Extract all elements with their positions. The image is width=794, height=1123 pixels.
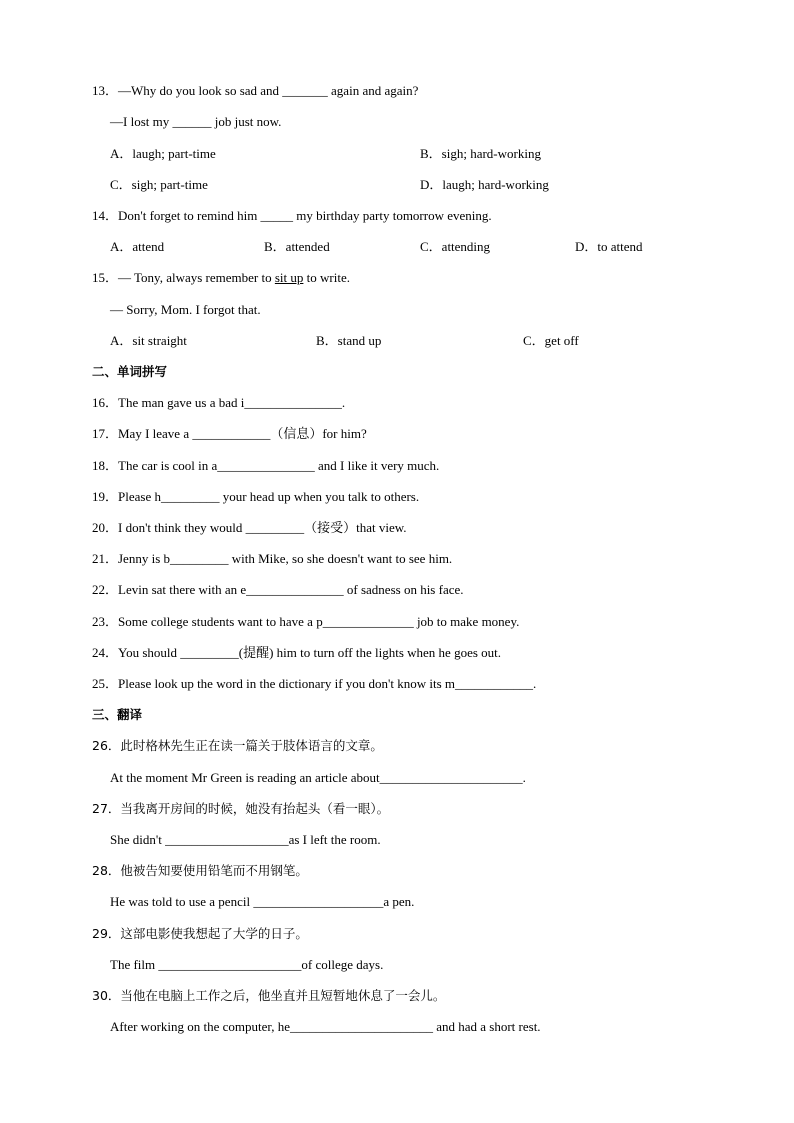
q15-reply: — Sorry, Mom. I forgot that. [110, 302, 261, 317]
q14-option-c: C．attending [420, 239, 491, 254]
q14-stem: 14．Don't forget to remind him _____ my birthday party tomorrow evening. [92, 208, 492, 223]
translation-english: He was told to use a pencil ____________________a pen. [110, 894, 415, 909]
translation-chinese: 27．当我离开房间的时候，她没有抬起头（看一眼）。 [92, 801, 390, 816]
translation-chinese: 30．当他在电脑上工作之后，他坐直并且短暂地休息了一会儿。 [92, 988, 446, 1003]
q15-stem [92, 270, 350, 286]
spelling-item: 24．You should _________(提醒) him to turn off the lights when he goes out. [92, 645, 502, 660]
q15-option-a: A．sit straight [110, 333, 187, 348]
translation-chinese: 28．他被告知要使用铅笔而不用钢笔。 [92, 863, 308, 878]
q15-stem-underlined: sit up [274, 270, 304, 285]
spelling-item: 20．I don't think they would _________（接受）that view. [92, 520, 407, 535]
translation-english: After working on the computer, he______________________ and had a short rest. [110, 1019, 541, 1034]
q13-stem: 13．—Why do you look so sad and _______ again and again? [92, 83, 419, 98]
spelling-item: 19．Please h_________ your head up when you talk to others. [92, 489, 420, 504]
q13-option-a: A．laugh; part-time [110, 146, 216, 161]
section2-title: 二、单词拼写 [92, 364, 168, 379]
spelling-item: 22．Levin sat there with an e_______________ of sadness on his face. [92, 582, 464, 597]
translation-chinese: 26．此时格林先生正在读一篇关于肢体语言的文章。 [92, 738, 383, 753]
q13-option-b: B．sigh; hard-working [420, 146, 541, 161]
spelling-item: 16．The man gave us a bad i_______________. [92, 395, 346, 410]
spelling-item: 17．May I leave a ____________（信息）for him? [92, 426, 367, 441]
q15-stem-post: to write. [303, 270, 350, 285]
translation-english: She didn't ___________________as I left the room. [110, 832, 381, 847]
translation-english: The film ______________________of college days. [110, 957, 384, 972]
spelling-item: 23．Some college students want to have a p______________ job to make money. [92, 614, 520, 629]
spelling-item: 21．Jenny is b_________ with Mike, so she doesn't want to see him. [92, 551, 453, 566]
q15-option-b: B．stand up [316, 333, 382, 348]
q13-reply: —I lost my ______ job just now. [110, 114, 282, 129]
q15-stem-pre: 15．— Tony, always remember to [92, 270, 275, 285]
q14-option-a: A．attend [110, 239, 165, 254]
translation-chinese: 29．这部电影使我想起了大学的日子。 [92, 926, 308, 941]
spelling-item: 18．The car is cool in a_______________ and I like it very much. [92, 458, 440, 473]
q13-option-c: C．sigh; part-time [110, 177, 208, 192]
q15-option-c: C．get off [523, 333, 579, 348]
q14-option-b: B．attended [264, 239, 330, 254]
translation-english: At the moment Mr Green is reading an article about______________________. [110, 770, 526, 785]
section3-title: 三、翻译 [92, 707, 143, 722]
q14-option-d: D．to attend [575, 239, 643, 254]
q13-option-d: D．laugh; hard-working [420, 177, 549, 192]
spelling-item: 25．Please look up the word in the dictionary if you don't know its m____________. [92, 676, 537, 691]
